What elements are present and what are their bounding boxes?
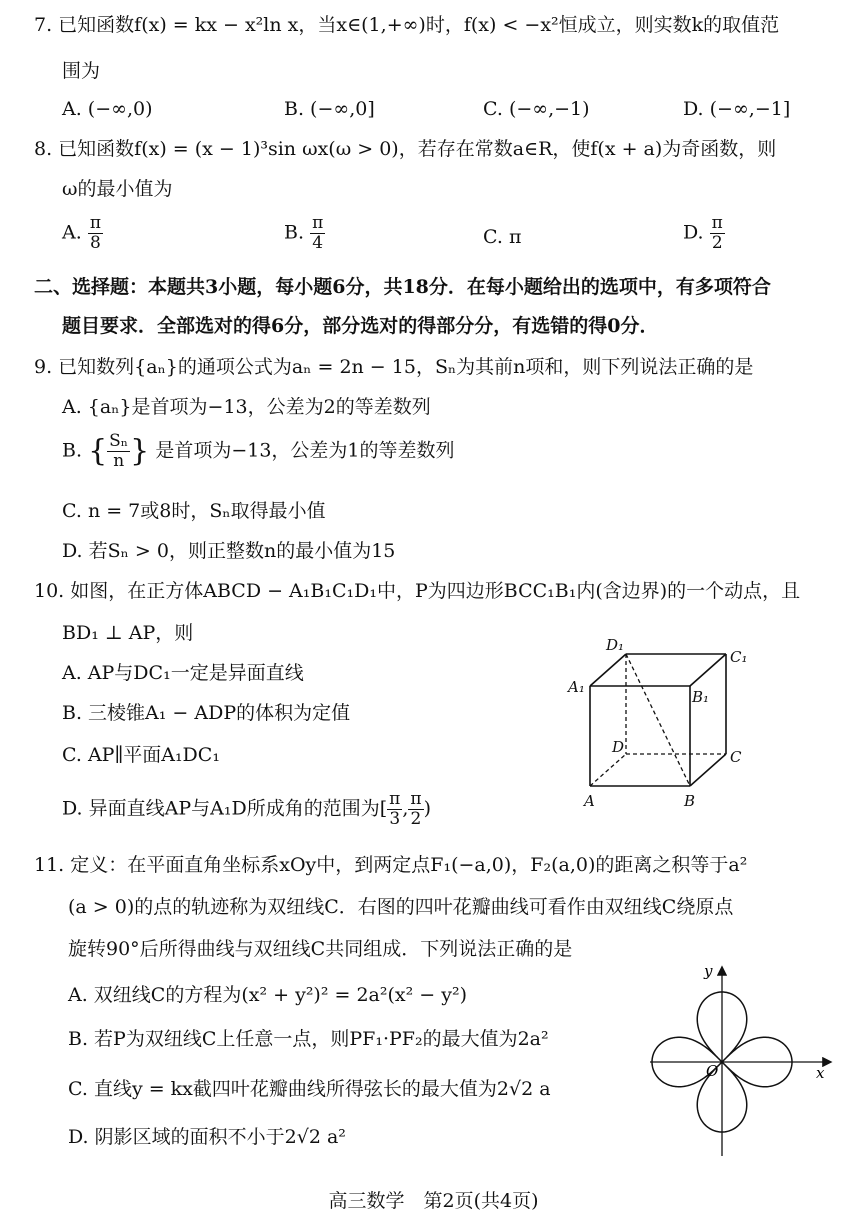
q8-option-d <box>683 214 725 253</box>
q8-option-b-label: B. <box>284 221 305 244</box>
q7-option-a: A. (−∞,0) <box>62 98 153 120</box>
label-c1: C₁ <box>730 648 748 666</box>
q8-option-a-label: A. <box>62 221 82 244</box>
q9-option-a: A. {aₙ}是首项为−13，公差为2的等差数列 <box>62 396 431 418</box>
q10-option-a: A. AP与DC₁一定是异面直线 <box>62 662 304 684</box>
cube-edge-bc <box>690 754 726 786</box>
four-petal-figure <box>640 960 840 1160</box>
cube-edge-ad-hidden <box>590 754 626 786</box>
q9-brace-right: } <box>130 433 150 469</box>
q11-option-c: C. 直线y = kx截四叶花瓣曲线所得弦长的最大值为2√2 a <box>68 1078 551 1100</box>
label-d1: D₁ <box>606 636 625 654</box>
label-b: B <box>684 792 696 810</box>
q11-stem-line2: (a > 0)的点的轨迹称为双纽线C．右图的四叶花瓣曲线可看作由双纽线C绕原点 <box>68 896 734 918</box>
q10-option-d-frac1: $\frac{\pi}{3}$ <box>389 789 401 829</box>
q8-option-c: C. π <box>483 226 522 248</box>
q8-stem-line1: 8. 已知函数f(x) = (x − 1)³sin ωx(ω > 0)，若存在常数a∈R，使f(x + a)为奇函数，则 <box>34 138 777 160</box>
q8-option-a <box>62 214 103 253</box>
q7-option-b: B. (−∞,0] <box>284 98 375 120</box>
q10-option-d-close: ) <box>423 797 431 820</box>
origin-label: O <box>706 1062 719 1080</box>
x-axis-label: x <box>816 1064 825 1082</box>
q8-option-d-fraction: $\frac{\pi}{2}$ <box>711 213 723 253</box>
q8-option-b-fraction: $\frac{\pi}{4}$ <box>312 213 324 253</box>
cube-diagonal-bd1 <box>626 654 690 786</box>
q8-option-a-fraction: $\frac{\pi}{8}$ <box>89 213 101 253</box>
q7-stem-line1: 7. 已知函数f(x) = kx − x²ln x，当x∈(1,+∞)时，f(x) < −x²恒成立，则实数k的取值范 <box>34 14 780 36</box>
q10-stem-line1: 10. 如图，在正方体ABCD − A₁B₁C₁D₁中，P为四边形BCC₁B₁内(含边界)的一个动点，且 <box>34 580 801 602</box>
q11-stem-line1: 11. 定义：在平面直角坐标系xOy中，到两定点F₁(−a,0)，F₂(a,0)的距离之积等于a² <box>34 854 748 876</box>
q11-option-b: B. 若P为双纽线C上任意一点，则PF₁·PF₂的最大值为2a² <box>68 1028 549 1050</box>
cube-figure <box>560 632 760 812</box>
label-a: A <box>584 792 595 810</box>
q10-option-d-frac2: $\frac{\pi}{2}$ <box>410 789 422 829</box>
q9-option-b-fraction: $\frac{\text{Sₙ}}{n}$ <box>109 431 129 471</box>
section2-heading-line1: 二、选择题：本题共3小题，每小题6分，共18分．在每小题给出的选项中，有多项符合 <box>34 276 771 298</box>
y-axis-label: y <box>704 962 713 980</box>
q9-option-b-text: 是首项为−13，公差为1的等差数列 <box>155 439 455 462</box>
q7-stem-line2: 围为 <box>62 60 101 82</box>
q10-option-d-text: D. 异面直线AP与A₁D所成角的范围为[ <box>62 797 388 820</box>
q10-option-d: D. 异面直线AP与A₁D所成角的范围为[ $\frac{\pi}{3}$ , $\frac{\pi}{2}$ ) <box>62 789 431 829</box>
cube-edge-a1d1 <box>590 654 626 686</box>
q9-option-c: C. n = 7或8时，Sₙ取得最小值 <box>62 500 326 522</box>
q10-option-c: C. AP∥平面A₁DC₁ <box>62 744 220 766</box>
q9-stem: 9. 已知数列{aₙ}的通项公式为aₙ = 2n − 15，Sₙ为其前n项和，则下列说法正确的是 <box>34 356 754 378</box>
label-d: D <box>612 738 625 756</box>
q10-stem-line2: BD₁ ⊥ AP，则 <box>62 622 194 644</box>
label-c: C <box>730 748 742 766</box>
q9-brace-left: { <box>88 433 108 469</box>
q10-option-b: B. 三棱锥A₁ − ADP的体积为定值 <box>62 702 351 724</box>
q8-option-b <box>284 214 325 253</box>
q7-option-d: D. (−∞,−1] <box>683 98 791 120</box>
q11-option-a: A. 双纽线C的方程为(x² + y²)² = 2a²(x² − y²) <box>68 984 468 1006</box>
q9-option-d: D. 若Sₙ > 0，则正整数n的最小值为15 <box>62 540 396 562</box>
q9-option-b-label: B. <box>62 439 83 462</box>
cube-edge-b1c1 <box>690 654 726 686</box>
section2-heading-line2: 题目要求．全部选对的得6分，部分选对的得部分分，有选错的得0分． <box>62 315 659 337</box>
q8-stem-line2: ω的最小值为 <box>62 178 173 200</box>
label-a1: A₁ <box>568 678 585 696</box>
q11-stem-line3: 旋转90°后所得曲线与双纽线C共同组成．下列说法正确的是 <box>68 938 573 960</box>
q7-option-c: C. (−∞,−1) <box>483 98 590 120</box>
q11-option-d: D. 阴影区域的面积不小于2√2 a² <box>68 1126 346 1148</box>
q8-option-d-label: D. <box>683 221 704 244</box>
label-b1: B₁ <box>692 688 710 706</box>
q9-option-b <box>62 432 455 471</box>
page-footer: 高三数学 第2页(共4页) <box>328 1190 539 1212</box>
